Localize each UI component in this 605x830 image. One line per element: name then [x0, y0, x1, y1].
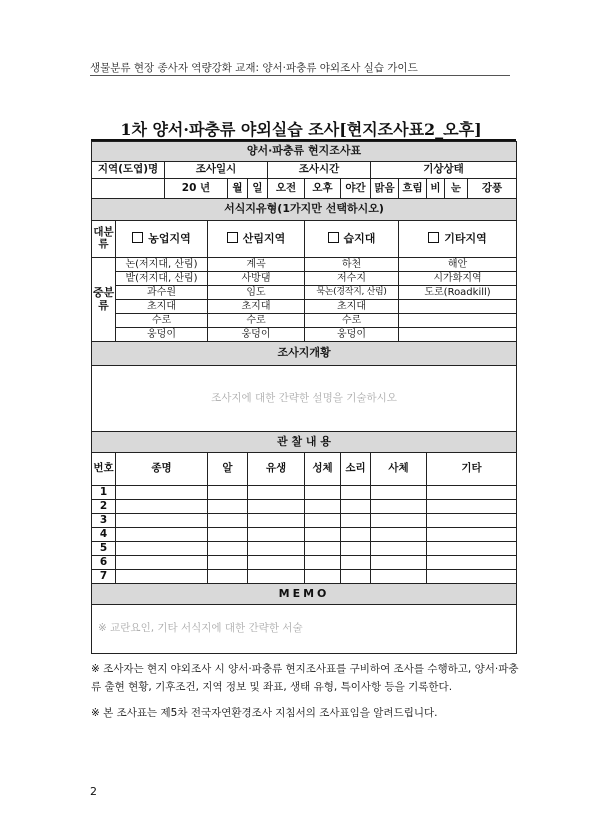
- time-option-night[interactable]: 야간: [341, 179, 371, 199]
- adult-cell[interactable]: [305, 542, 341, 556]
- carcass-cell[interactable]: [371, 570, 427, 584]
- other-cell[interactable]: [427, 542, 517, 556]
- note-paragraph: ※ 조사자는 현지 야외조사 시 양서·파충류 현지조사표를 구비하여 조사를 수행하고, 양서·파충류 출현 현황, 기후조건, 지역 정보 및 좌표, 생태 유형, 특이사항 등을 기록한다.: [91, 663, 519, 693]
- carcass-cell[interactable]: [371, 528, 427, 542]
- minor-option[interactable]: 계곡: [208, 258, 305, 272]
- observation-row: [92, 542, 517, 556]
- minor-option[interactable]: 과수원: [116, 286, 208, 300]
- memo-input[interactable]: ※ 교란요인, 기타 서식지에 대한 간략한 서술: [92, 605, 517, 654]
- egg-cell[interactable]: [208, 528, 248, 542]
- other-cell[interactable]: [427, 486, 517, 500]
- larva-cell[interactable]: [248, 514, 305, 528]
- minor-option[interactable]: 수로: [116, 314, 208, 328]
- observation-row: [92, 500, 517, 514]
- row-number: 3: [92, 514, 116, 528]
- carcass-cell[interactable]: [371, 542, 427, 556]
- minor-option[interactable]: 수로: [208, 314, 305, 328]
- call-cell[interactable]: [341, 542, 371, 556]
- page-number: 2: [90, 785, 97, 798]
- observation-row: [92, 528, 517, 542]
- minor-option[interactable]: 초지대: [305, 300, 399, 314]
- region-label: 지역(도엽)명: [92, 162, 165, 179]
- egg-cell[interactable]: [208, 514, 248, 528]
- minor-option[interactable]: 저수지: [305, 272, 399, 286]
- site-overview-input[interactable]: 조사지에 대한 간략한 설명을 기술하시오: [92, 366, 517, 432]
- minor-option[interactable]: 논(저지대, 산림): [116, 258, 208, 272]
- sheet-title: 양서·파충류 현지조사표: [92, 142, 517, 162]
- site-overview-header: 조사지개황: [92, 342, 517, 366]
- observation-row: [92, 514, 517, 528]
- minor-option[interactable]: 웅덩이: [208, 328, 305, 342]
- habitat-section-header: 서식지유형(1가지만 선택하시오): [92, 199, 517, 221]
- carcass-cell[interactable]: [371, 514, 427, 528]
- minor-option[interactable]: 해안: [399, 258, 517, 272]
- larva-cell[interactable]: [248, 528, 305, 542]
- row-number: 2: [92, 500, 116, 514]
- other-cell[interactable]: [427, 500, 517, 514]
- observation-row: [92, 486, 517, 500]
- col-call: 소리: [341, 453, 371, 486]
- species-cell[interactable]: [116, 486, 208, 500]
- col-carcass: 사체: [371, 453, 427, 486]
- egg-cell[interactable]: [208, 542, 248, 556]
- major-option-other[interactable]: 기타지역: [399, 221, 517, 258]
- minor-option[interactable]: 묵논(경작지, 산림): [305, 286, 399, 300]
- notes: [91, 660, 519, 730]
- row-number: 7: [92, 570, 116, 584]
- col-number: 번호: [92, 453, 116, 486]
- larva-cell[interactable]: [248, 500, 305, 514]
- checkbox-icon[interactable]: [428, 232, 439, 243]
- adult-cell[interactable]: [305, 528, 341, 542]
- call-cell[interactable]: [341, 528, 371, 542]
- egg-cell[interactable]: [208, 556, 248, 570]
- adult-cell[interactable]: [305, 570, 341, 584]
- running-header: 생물분류 현장 종사자 역량강화 교재: 양서·파충류 야외조사 실습 가이드: [90, 62, 418, 74]
- weather-option-snow[interactable]: 눈: [445, 179, 468, 199]
- major-option-forest[interactable]: 산림지역: [208, 221, 305, 258]
- weather-label: 기상상태: [371, 162, 517, 179]
- larva-cell[interactable]: [248, 556, 305, 570]
- header-divider: [90, 75, 510, 76]
- time-option-pm[interactable]: 오후: [305, 179, 341, 199]
- larva-cell[interactable]: [248, 570, 305, 584]
- minor-option-empty: [399, 314, 517, 328]
- col-other: 기타: [427, 453, 517, 486]
- checkbox-icon[interactable]: [132, 232, 143, 243]
- species-cell[interactable]: [116, 570, 208, 584]
- minor-option[interactable]: 밭(저지대, 산림): [116, 272, 208, 286]
- region-input[interactable]: [92, 179, 165, 199]
- minor-option[interactable]: 하천: [305, 258, 399, 272]
- col-egg: 알: [208, 453, 248, 486]
- page-title: 1차 양서·파충류 야외실습 조사[현지조사표2_오후]: [120, 120, 482, 139]
- col-larva: 유생: [248, 453, 305, 486]
- minor-option[interactable]: 도로(Roadkill): [399, 286, 517, 300]
- call-cell[interactable]: [341, 570, 371, 584]
- minor-option-empty: [399, 300, 517, 314]
- observation-header: 관 찰 내 용: [92, 432, 517, 453]
- time-option-am[interactable]: 오전: [268, 179, 305, 199]
- egg-cell[interactable]: [208, 486, 248, 500]
- major-option-wetland[interactable]: 습지대: [305, 221, 399, 258]
- row-number: 1: [92, 486, 116, 500]
- minor-option[interactable]: 웅덩이: [116, 328, 208, 342]
- observation-row: [92, 556, 517, 570]
- note-paragraph: ※ 본 조사표는 제5차 전국자연환경조사 지침서의 조사표임을 알려드립니다.: [91, 707, 438, 719]
- species-cell[interactable]: [116, 528, 208, 542]
- col-adult: 성체: [305, 453, 341, 486]
- minor-option[interactable]: 초지대: [208, 300, 305, 314]
- call-cell[interactable]: [341, 556, 371, 570]
- call-cell[interactable]: [341, 514, 371, 528]
- minor-option[interactable]: 사방댐: [208, 272, 305, 286]
- minor-option[interactable]: 시가화지역: [399, 272, 517, 286]
- adult-cell[interactable]: [305, 486, 341, 500]
- field-survey-form: [91, 141, 517, 654]
- minor-option[interactable]: 수로: [305, 314, 399, 328]
- weather-option-clear[interactable]: 맑음: [371, 179, 399, 199]
- call-cell[interactable]: [341, 500, 371, 514]
- larva-cell[interactable]: [248, 542, 305, 556]
- adult-cell[interactable]: [305, 514, 341, 528]
- other-cell[interactable]: [427, 528, 517, 542]
- other-cell[interactable]: [427, 514, 517, 528]
- carcass-cell[interactable]: [371, 486, 427, 500]
- species-cell[interactable]: [116, 556, 208, 570]
- species-cell[interactable]: [116, 500, 208, 514]
- major-class-label: 대분류: [92, 221, 116, 258]
- major-option-agriculture[interactable]: 농업지역: [116, 221, 208, 258]
- minor-option[interactable]: 임도: [208, 286, 305, 300]
- weather-option-cloudy[interactable]: 흐림: [399, 179, 427, 199]
- adult-cell[interactable]: [305, 500, 341, 514]
- row-number: 6: [92, 556, 116, 570]
- minor-option[interactable]: 웅덩이: [305, 328, 399, 342]
- survey-date-label: 조사일시: [165, 162, 268, 179]
- memo-header: MEMO: [92, 584, 517, 605]
- col-species: 종명: [116, 453, 208, 486]
- survey-time-label: 조사시간: [268, 162, 371, 179]
- row-number: 4: [92, 528, 116, 542]
- larva-cell[interactable]: [248, 486, 305, 500]
- species-cell[interactable]: [116, 542, 208, 556]
- year-field[interactable]: 20 년: [165, 179, 228, 199]
- row-number: 5: [92, 542, 116, 556]
- day-field[interactable]: 일: [248, 179, 268, 199]
- other-cell[interactable]: [427, 556, 517, 570]
- observation-row: [92, 570, 517, 584]
- egg-cell[interactable]: [208, 570, 248, 584]
- checkbox-icon[interactable]: [328, 232, 339, 243]
- minor-option-empty: [399, 328, 517, 342]
- weather-option-wind[interactable]: 강풍: [468, 179, 517, 199]
- minor-class-label: 중분류: [92, 258, 116, 342]
- checkbox-icon[interactable]: [227, 232, 238, 243]
- minor-option[interactable]: 초지대: [116, 300, 208, 314]
- other-cell[interactable]: [427, 570, 517, 584]
- carcass-cell[interactable]: [371, 500, 427, 514]
- month-field[interactable]: 월: [228, 179, 248, 199]
- weather-option-rain[interactable]: 비: [427, 179, 445, 199]
- species-cell[interactable]: [116, 514, 208, 528]
- call-cell[interactable]: [341, 486, 371, 500]
- carcass-cell[interactable]: [371, 556, 427, 570]
- adult-cell[interactable]: [305, 556, 341, 570]
- egg-cell[interactable]: [208, 500, 248, 514]
